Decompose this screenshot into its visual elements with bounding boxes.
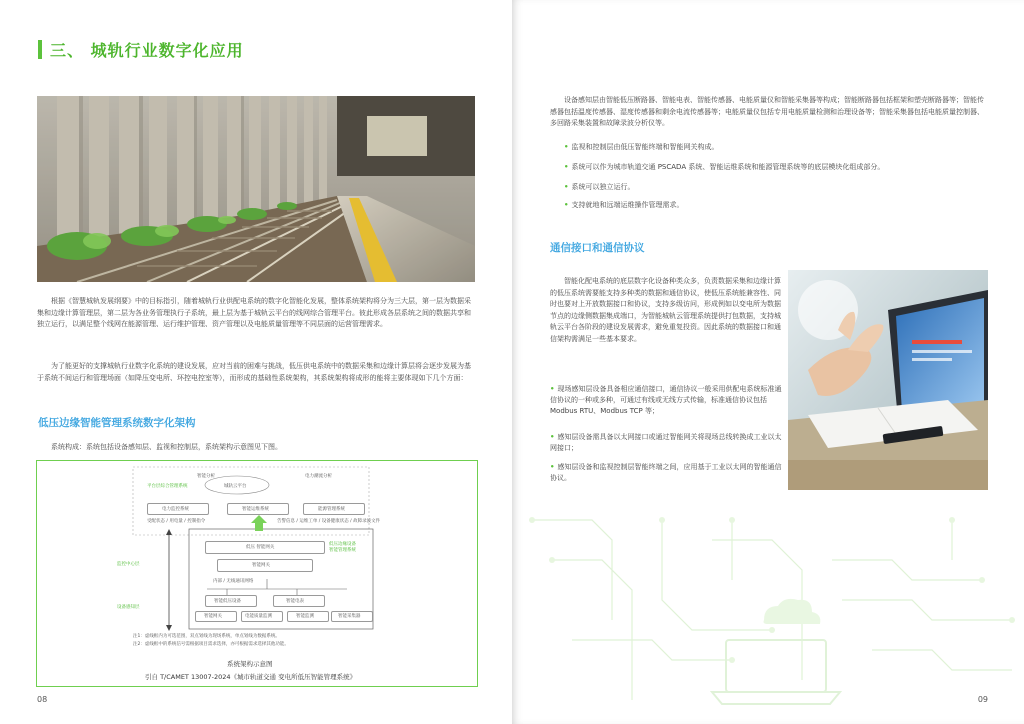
- left-paragraph-3: 系统构成：系统包括设备感知层、监视和控制层，系统架构示意图见下图。: [51, 443, 282, 451]
- diagram-layer-bottom: 设备感知层: [117, 605, 140, 610]
- laptop-hand-photo: [788, 270, 988, 490]
- diagram-box-energy: 电力监控系统: [147, 503, 209, 515]
- section-title: 三、 城轨行业数字化应用: [50, 41, 244, 60]
- diagram-box-s3: 智能监测: [287, 611, 329, 622]
- heading-accent-bar: [38, 40, 42, 59]
- diagram-top-left-label: 智能分析: [197, 474, 215, 479]
- diagram-cloud-label: 城轨云平台: [224, 484, 247, 489]
- diagram-box-device2: 智能电表: [273, 595, 325, 607]
- section-heading: [38, 38, 244, 61]
- diagram-box-mgmt: 能源管理系统: [303, 503, 365, 515]
- list-item: • 监视和控制层由低压智能终端和智能网关构成。: [564, 143, 719, 151]
- diagram-caption: 系统架构示意图: [227, 660, 273, 668]
- right-page-number: 09: [977, 695, 988, 704]
- list-item: • 现场感知层设备具备相应通信接口，通信协议一般采用供配电系统标准通信协议的一种或多种，可通过有线或无线方式传输，标准通信协议包括 Modbus RTU、Modbus TCP 等；: [550, 385, 782, 415]
- diagram-bus-label: 内部 / 无线通讯网络: [213, 579, 254, 584]
- diagram-footnote-1: 注1：虚线框内为可选范围，双点划线为现场系统，单点划线为数据系统。: [133, 634, 280, 639]
- diagram-box-host: 智能网关: [217, 559, 313, 572]
- diagram-top-right-label: 电力潮流分析: [305, 474, 332, 479]
- left-paragraph-1: 根据《智慧城轨发展纲要》中的目标指引，随着城轨行业供配电系统的数字化智能化发展，整体系统架构将分为三大层，第一层为数据采集和边缘计算管理层，第二层为各业务管理执行子系统，最上层为基于城轨云平台的线网综合管理平台。彼此形成各层系统之间的数据共享和独立运行，以满足整个线网在能源管理、运行维护管理、资产管理以及电能质量管理等不同层面的运营管理需求。: [37, 297, 471, 328]
- diagram-box-device1: 智能低压设备: [205, 595, 257, 607]
- diagram-note-left: 受配状态 / 用电量 / 控制指令: [147, 519, 206, 524]
- architecture-diagram: [36, 460, 478, 687]
- right-subheading: 通信接口和通信协议: [550, 242, 645, 254]
- diagram-lines: [37, 461, 477, 686]
- railway-photo-illustration: [37, 96, 475, 282]
- diagram-box-gateway: 低压 智能网关: [205, 541, 325, 554]
- list-item: • 系统可以独立运行。: [564, 183, 635, 191]
- right-paragraph-1: 设备感知层由智能低压断路器、智能电表、智能传感器、电能质量仪和智能采集器等构成；智能断路器包括框架和塑壳断路器等；智能传感器包括温度传感器、湿度传感器和剩余电流传感器等；电能质量仪包括专用电能质量检测和治理设备等；智能采集器包括电能质量控制器、多回路采集装置和故障录波分析仪等。: [550, 96, 984, 127]
- left-paragraph-2: 为了能更好的支撑城轨行业数字化系统的建设发展，应对当前的困难与挑战，低压供电系统中的数据采集和边缘计算层将会逐步发展为基于系统不间运行和管理场面（如降压变电所、环控电控室等），而形成的基础性系统架构，其系统架构将成形的能将主要体现如下几个方面：: [37, 362, 471, 382]
- diagram-note-right: 告警信息 / 运维工单 / 设备健康状态 / 故障录波文件: [277, 519, 381, 524]
- list-item: • 感知层设备需具备以太网接口或通过智能网关将现场总线转换成工业以太网接口；: [550, 433, 782, 452]
- diagram-footnote-2: 注2：虚线框中的系统信号需根据项目需求选择，亦可根据需求选择其他功能。: [133, 642, 289, 647]
- list-item: • 系统可以作为城市轨道交通 PSCADA 系统、智能运维系统和能源管理系统等的底层模块化组成部分。: [564, 163, 885, 171]
- laptop-photo-illustration: [788, 270, 988, 490]
- right-page: [512, 0, 1024, 724]
- left-subheading: 低压边缘智能管理系统数字化架构: [38, 417, 196, 429]
- diagram-box-s2: 电能质量监测: [241, 611, 283, 622]
- diagram-layer-top: 平台层综合管理系统: [147, 484, 188, 489]
- diagram-layer-mid: 监控中心层: [117, 562, 140, 567]
- left-page-number: 08: [37, 695, 48, 704]
- diagram-citation: 引自 T/CAMET 13007-2024《城市轨道交通 变电所低压智能管理系统》: [145, 673, 357, 681]
- right-paragraph-2: 智能化配电系统的底层数字化设备种类众多，负责数据采集和边缘计算的低压系统需要能支持多种类的数据和通信协议，使低压系统能兼容性、同时也要对上开放数据接口和协议，支持多级访问，形成例如以变电所为数据节点的边缘侧数据集成端口，为智能城轨云管理系统提供打包数据，支持城轨云平台各阶段的建设发展需求，避免重复投资。因此系统的数据接口和通信架构需满足一些基本要求。: [550, 277, 781, 343]
- railway-photo: [37, 96, 475, 282]
- list-item: • 支持就地和远端运维操作管理需求。: [564, 201, 684, 209]
- diagram-box-s4: 智能采集器: [331, 611, 373, 622]
- list-item: • 感知层设备和监视控制层智能终端之间，应用基于工业以太网的智能通信协议。: [550, 463, 782, 482]
- diagram-box-ops: 智能运维系统: [227, 503, 289, 515]
- diagram-side-label: 低压边缘设备 智能管理系统: [329, 542, 356, 553]
- diagram-box-s1: 智能网关: [195, 611, 237, 622]
